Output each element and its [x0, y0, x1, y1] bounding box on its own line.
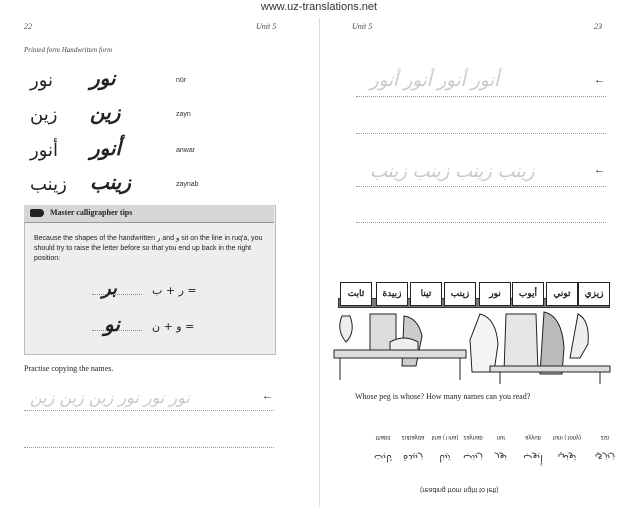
transliteration: zaynab — [176, 181, 199, 188]
guide-line — [356, 96, 606, 98]
right-page-number: 23 — [594, 22, 602, 31]
guide-line — [356, 222, 606, 224]
tips-box — [24, 205, 276, 355]
guide-line — [24, 410, 274, 412]
handwritten-word: نور — [90, 66, 116, 90]
key-name: ayyub — [524, 434, 541, 440]
peg-label: زيزي — [578, 282, 610, 306]
guide-line — [24, 447, 274, 449]
arrow-left-icon: ← — [594, 164, 605, 176]
tips-text: Because the shapes of the handwritten ر and و sit on the line in ruq'a, you should try to raise the letter before so that you end up back in the right position: — [34, 235, 263, 262]
key-arabic: ﺯﺑﻳﺩﺓ — [402, 452, 424, 463]
key-arabic: ﺗﻭﻧﻲ — [557, 452, 577, 463]
practise-caption: Practise copying the names. — [24, 364, 114, 373]
right-unit-label: Unit 5 — [352, 22, 373, 31]
printed-word: أنور — [30, 140, 59, 161]
printed-word: نور — [30, 70, 54, 91]
columns-header: Printed form Handwritten form — [24, 46, 113, 54]
guide-line — [356, 133, 606, 135]
trace-row-1: أنور أنور أنور أنور — [370, 70, 500, 91]
peg-label: نور — [479, 282, 511, 306]
key-arabic: ﺯﻳﺯﻱ — [594, 452, 616, 463]
transliteration: nūr — [176, 77, 187, 84]
question-text: Whose peg is whose? How many names can you read? — [355, 392, 531, 401]
key-name: zaynab — [463, 434, 483, 440]
key-arabic: ﻧﻭﺭ — [494, 452, 508, 463]
left-unit-label: Unit 5 — [256, 22, 277, 31]
key-arabic: ﺗﻳﻧﺎ — [439, 452, 451, 463]
key-name: zizi — [600, 434, 610, 440]
key-name: zubayda — [401, 434, 425, 440]
key-arabic: ﺛﺎﺑﺕ — [373, 452, 393, 463]
left-page-number: 22 — [24, 22, 32, 31]
pen-icon — [30, 209, 44, 217]
equation-2: = و + ن — [152, 320, 195, 333]
equation-1: = ر + ب — [152, 284, 197, 297]
peg-label: زينب — [444, 282, 476, 306]
answer-line-1 — [92, 294, 142, 295]
peg-label: توني — [546, 282, 578, 306]
practise-trace-row: نور نور نور زين زين زين — [30, 388, 190, 407]
key-arabic: ﺯﻳﻧﺏ — [463, 452, 483, 463]
trace-row-2: زينب زينب زينب زينب — [370, 161, 535, 182]
site-url[interactable]: www.uz-translations.net — [260, 1, 378, 13]
equation-1-answer: بر — [102, 278, 117, 299]
printed-word: زينب — [30, 174, 67, 195]
key-name: tina (Tina) — [431, 434, 459, 440]
page-spine — [319, 18, 320, 507]
handwritten-word: أنور — [90, 136, 122, 160]
key-name: tuni (Tony) — [552, 434, 581, 440]
printed-word: زين — [30, 104, 58, 125]
arrow-left-icon: ← — [262, 390, 273, 402]
handwritten-word: زينب — [90, 170, 131, 194]
equation-2-answer: نو — [104, 312, 120, 336]
peg-label: تينا — [410, 282, 442, 306]
key-caption: (reading from right to left) — [420, 486, 499, 493]
key-arabic: ﺃﻳﻭﺏ — [523, 452, 543, 463]
handwritten-word: زين — [90, 100, 121, 124]
guide-line — [356, 186, 606, 188]
transliteration: anwar — [176, 147, 196, 154]
peg-label: زبيدة — [376, 282, 408, 306]
cloakroom-illustration — [330, 306, 615, 386]
arrow-left-icon: ← — [594, 74, 605, 86]
tips-title: Master calligrapher tips — [50, 208, 133, 217]
peg-label: ثابت — [340, 282, 372, 306]
peg-label: أيوب — [512, 282, 544, 306]
key-name: nur — [496, 434, 506, 440]
transliteration: zayn — [176, 111, 191, 118]
key-name: thabit — [375, 434, 391, 440]
